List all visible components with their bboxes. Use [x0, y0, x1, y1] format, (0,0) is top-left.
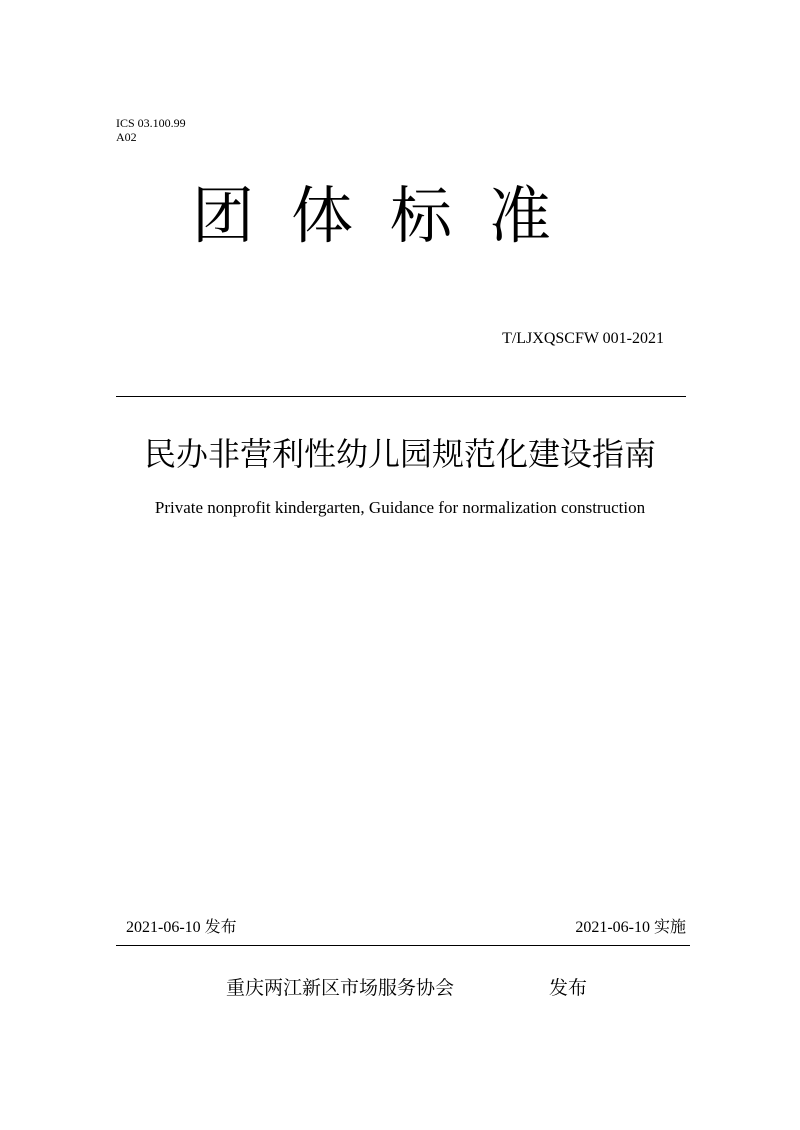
standard-code: T/LJXQSCFW 001-2021 — [502, 330, 664, 347]
ics-block — [116, 116, 186, 144]
ccs-code: A02 — [116, 130, 137, 144]
document-chinese-name: 民办非营利性幼儿园规范化建设指南 — [143, 435, 656, 473]
publisher-action: 发布 — [549, 977, 588, 999]
document-english-name: Private nonprofit kindergarten, Guidance for normalization construction — [154, 498, 646, 517]
top-divider — [116, 396, 686, 397]
ics-code: ICS 03.100.99 — [116, 116, 186, 130]
implement-date: 2021-06-10 实施 — [575, 919, 686, 936]
page-title: 团体标准 — [192, 179, 589, 252]
publish-date: 2021-06-10 发布 — [126, 919, 237, 936]
bottom-divider — [116, 945, 690, 946]
publisher-name: 重庆两江新区市场服务协会 — [226, 977, 455, 999]
